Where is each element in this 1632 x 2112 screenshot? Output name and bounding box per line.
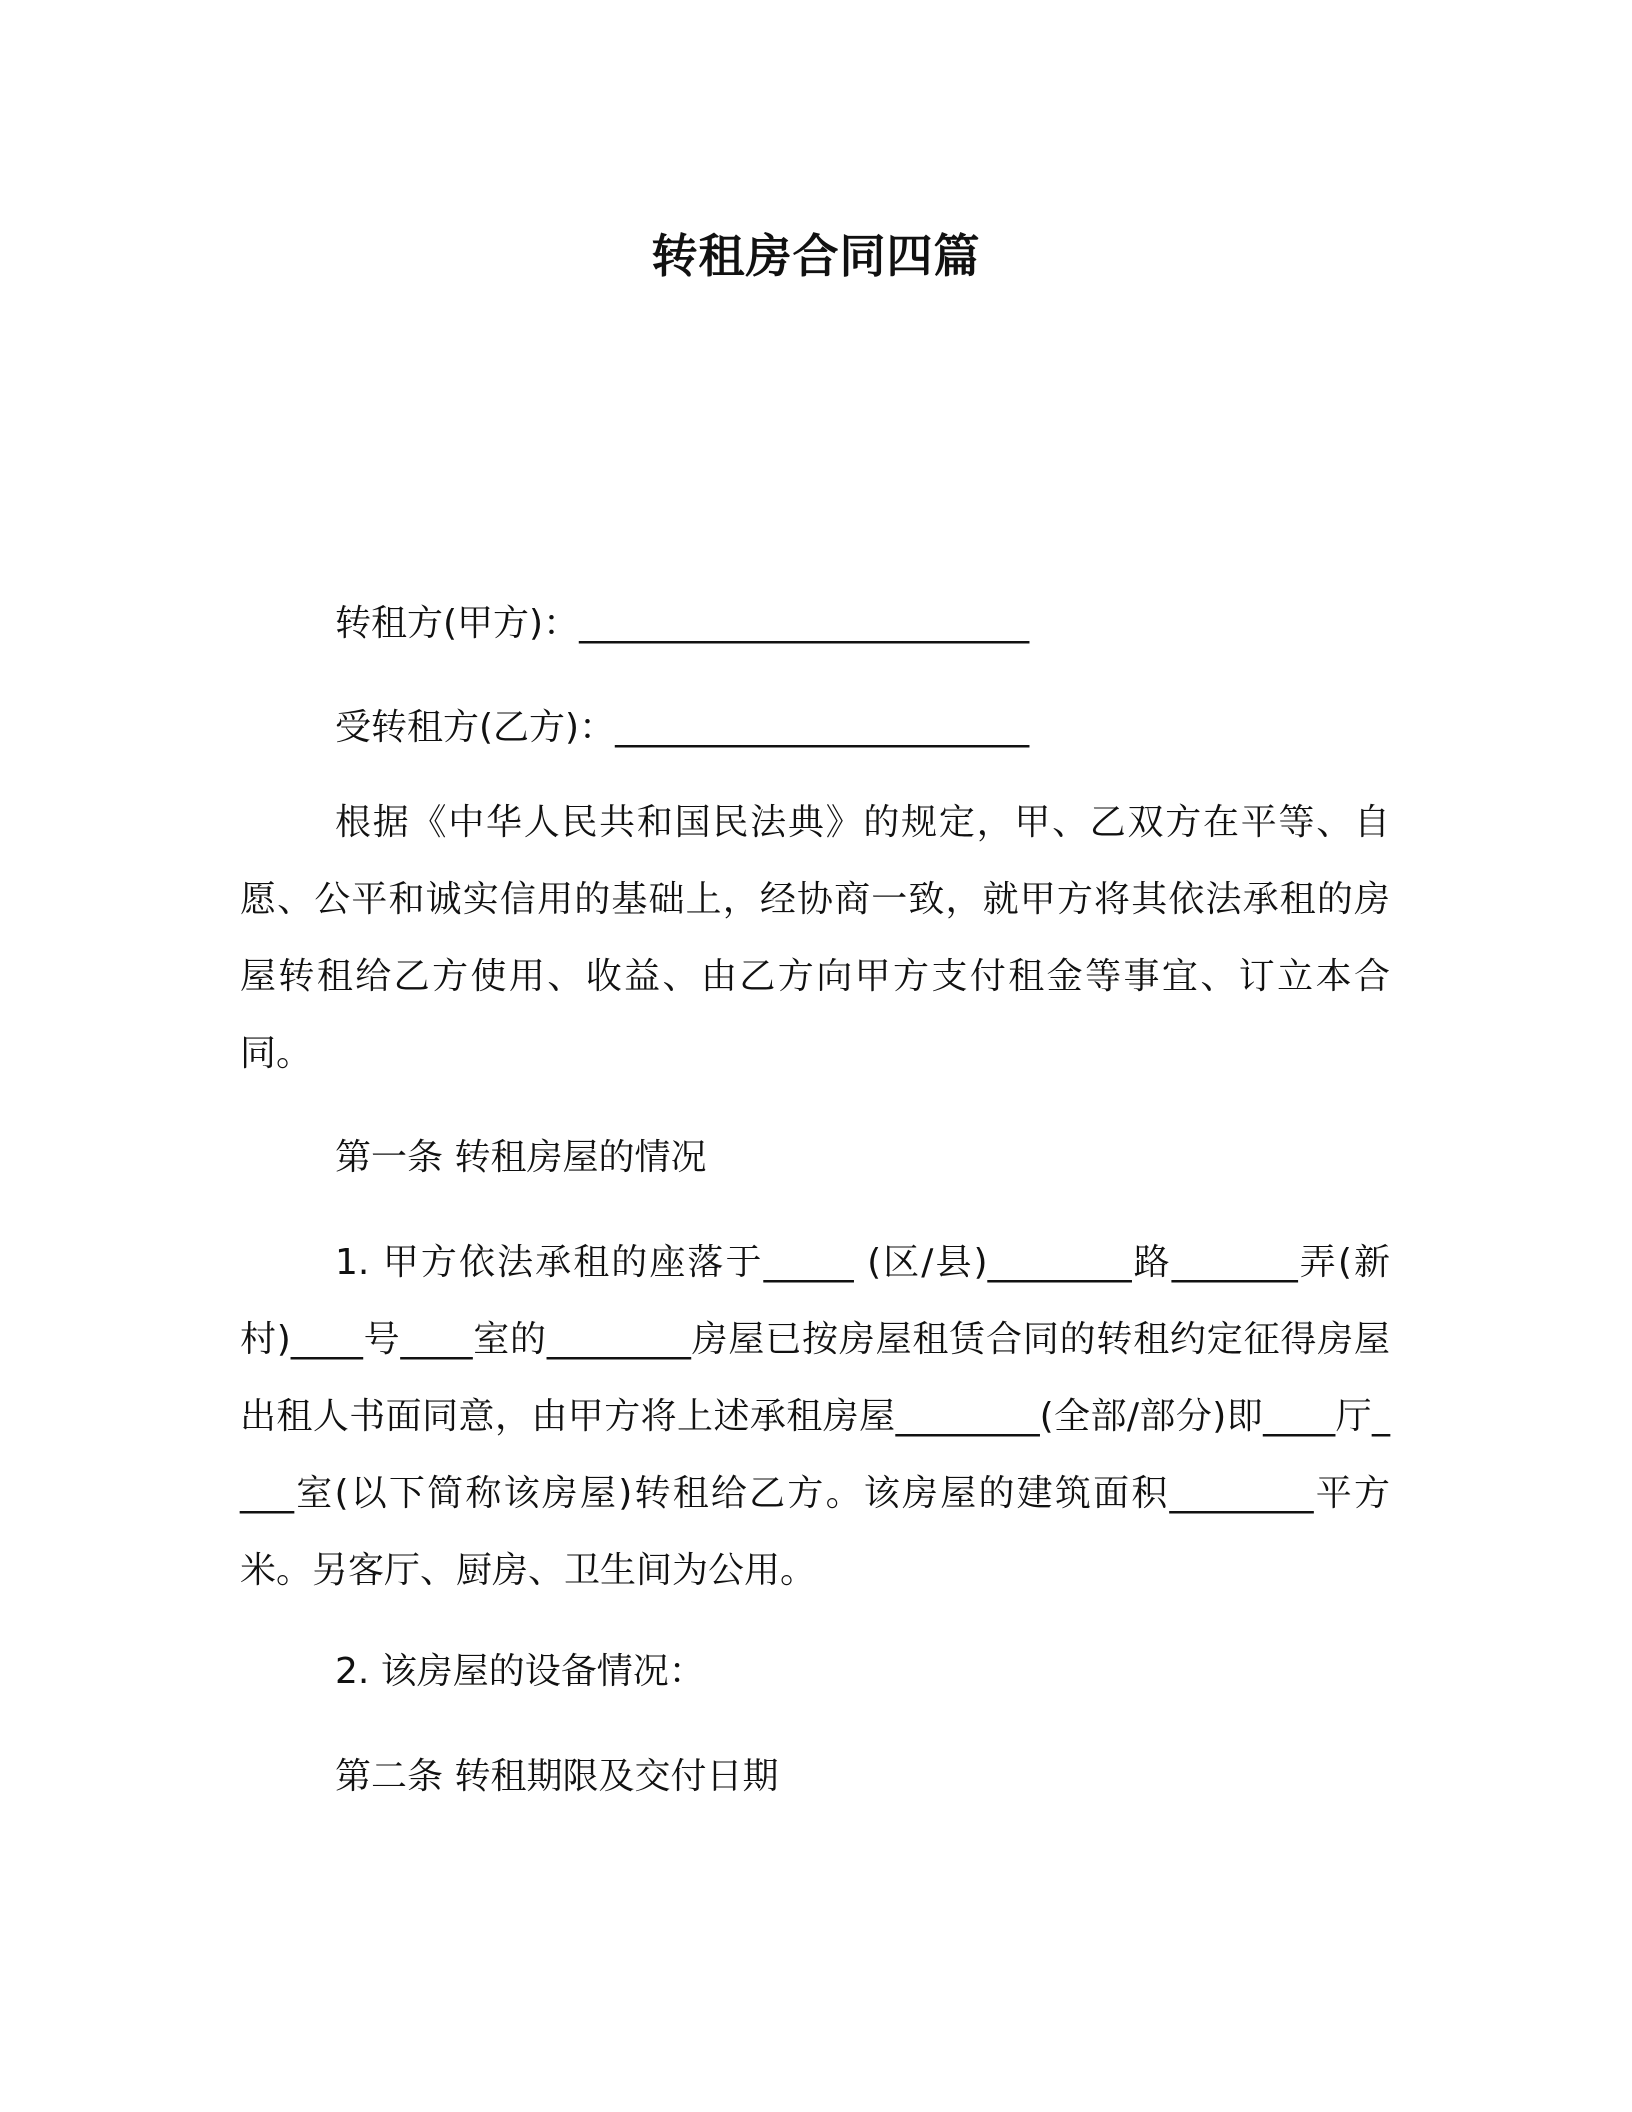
article-2-heading: 第二条 转租期限及交付日期 [335,1756,779,1797]
preamble-paragraph: 根据《中华人民共和国民法典》的规定，甲、乙双方在平等、自愿、公平和诚实信用的基础上，经协商一致，就甲方将其依法承租的房屋转租给乙方使用、收益、由乙方向甲方支付租金等事宜、订立本合同。 [240,802,1390,1074]
party-a-line: 转租方(甲方)：_________________________ [335,603,1030,644]
document-title: 转租房合同四篇 [651,229,981,283]
clause-2-paragraph: 2. 该房屋的设备情况： [335,1651,705,1692]
article-1-heading: 第一条 转租房屋的情况 [335,1137,707,1178]
clause-1-paragraph: 1. 甲方依法承租的座落于_____ (区/县)________路_______弄(新村)____号____室的________房屋已按房屋租赁合同的转租约定征得房屋出租人书面同意，由甲方将上述承租房屋________(全部/部分)即____厅____室(以下简称该房屋)转租给乙方。该房屋的建筑面积________平方米。另客厅、厨房、卫生间为公用。 [240,1242,1390,1591]
party-b-line: 受转租方(乙方)：_______________________ [335,707,1030,748]
